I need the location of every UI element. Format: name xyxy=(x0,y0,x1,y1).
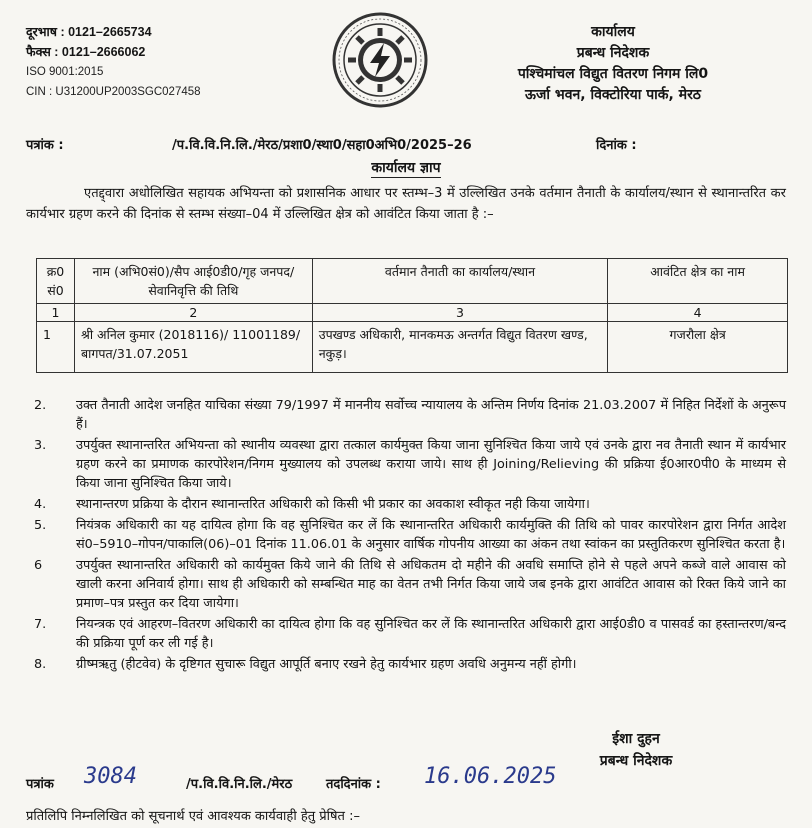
col-num-1: 1 xyxy=(37,304,75,322)
iso-certification: ISO 9001:2015 xyxy=(26,66,104,78)
instruction-list xyxy=(26,396,786,676)
table-row xyxy=(37,322,788,373)
footer-ref-suffix: /प.वि.वि.नि.लि./मेरठ xyxy=(186,777,293,792)
col-num-4: 4 xyxy=(608,304,788,322)
cell-area: गजरौला क्षेत्र xyxy=(608,322,788,373)
footer-reference xyxy=(26,764,786,800)
transfer-table xyxy=(36,258,788,373)
cell-posting: उपखण्ड अधिकारी, मानकमऊ अन्तर्गत विद्युत वितरण खण्ड, नकुड़। xyxy=(312,322,608,373)
contact-block xyxy=(26,22,201,102)
col-num-3: 3 xyxy=(312,304,608,322)
header-posting: वर्तमान तैनाती का कार्यालय/स्थान xyxy=(312,259,608,304)
phone-number: दूरभाष : 0121–2665734 xyxy=(26,25,152,39)
header-area: आवंटित क्षेत्र का नाम xyxy=(608,259,788,304)
list-item: 2. उक्त तैनाती आदेश जनहित याचिका संख्या 79/1997 में माननीय सर्वोच्च न्यायालय के अन्तिम निर्णय दिनांक 21.03.2007 में निहित निर्देशों के अनुरूप हैं। xyxy=(34,398,786,432)
list-item: 8. ग्रीष्मऋतु (हीटवेव) के दृष्टिगत सुचारू विद्युत आपूर्ति बनाए रखने हेतु कार्यभार ग्रहण अवधि अनुमन्य नहीं होगी। xyxy=(34,657,577,672)
ref-label: पत्रांक : xyxy=(26,138,64,153)
memo-title: कार्यालय ज्ञाप xyxy=(371,160,441,176)
column-number-row xyxy=(37,304,788,322)
fax-number: फैक्स : 0121–2666062 xyxy=(26,45,146,59)
copy-line: प्रतिलिपि निम्नलिखित को सूचनार्थ एवं आवश्यक कार्यवाही हेतु प्रेषित :– xyxy=(26,809,360,824)
signatory-designation: प्रबन्ध निदेशक xyxy=(599,753,673,769)
col-num-2: 2 xyxy=(74,304,312,322)
ref-date-label: दिनांक : xyxy=(596,138,637,153)
office-line-2: प्रबन्ध निदेशक xyxy=(576,45,650,61)
office-address xyxy=(483,22,743,106)
signatory-name: ईशा दुहन xyxy=(612,731,660,747)
footer-ref-number: 3084 xyxy=(84,764,137,789)
intro-paragraph: एतद्द्वारा अधोलिखित सहायक अभियन्ता को प्रशासनिक आधार पर स्तम्भ–3 में उल्लिखित उनके वर्तमान तैनाती के कार्यालय/स्थान से स्थानान्तरित कर कार्यभार ग्रहण करने की दिनांक से स्तम्भ संख्या–04 में उल्लिखित क्षेत्र को आवंटित किया जाता है :– xyxy=(26,186,786,222)
company-logo-seal xyxy=(330,10,430,110)
office-line-3: पश्चिमांचल विद्युत वितरण निगम लि0 xyxy=(517,66,709,82)
header-name: नाम (अभि0सं0)/सैप आई0डी0/गृह जनपद/सेवानिवृत्ति की तिथि xyxy=(74,259,312,304)
list-item: 7. नियन्त्रक एवं आहरण–वितरण अधिकारी का दायित्व होगा कि वह सुनिश्चित कर लें कि स्थानान्तरित अधिकारी द्वारा आई0डी0 व पासवर्ड का हस्तान्तरण/बन्द की प्रक्रिया पूर्ण कर ली गई है। xyxy=(34,617,786,651)
footer-date-label: तददिनांक : xyxy=(326,777,381,792)
signature-block xyxy=(556,728,716,772)
header-sno: क्र0 सं0 xyxy=(37,259,75,304)
office-line-1: कार्यालय xyxy=(591,24,635,40)
footer-ref-label: पत्रांक xyxy=(26,777,54,792)
cell-name: श्री अनिल कुमार (2018116)/ 11001189/बागपत/31.07.2051 xyxy=(74,322,312,373)
ref-number: /प.वि.वि.नि.लि./मेरठ/प्रशा0/स्था0/सहा0अभि0/2025–26 xyxy=(172,138,472,153)
office-line-4: ऊर्जा भवन, विक्टोरिया पार्क, मेरठ xyxy=(525,87,701,103)
table-header-row xyxy=(37,259,788,304)
footer-date-value: 16.06.2025 xyxy=(424,764,557,789)
list-item: 5. नियंत्रक अधिकारी का यह दायित्व होगा कि वह सुनिश्चित कर लें कि स्थानान्तरित अधिकारी कार्यमुक्ति की तिथि को पावर कारपोरेशन द्वारा निर्गत आदेश सं0–5910–गोपन/पाकालि(06)–01 दिनांक 11.06.01 के अनुसार वार्षिक गोपनीय आख्या का अंकन तथा स्वांकन का प्रस्तुतिकरण सुनिश्चित करता है। xyxy=(34,518,786,552)
cell-sno: 1 xyxy=(37,322,75,373)
list-item: 3. उपर्युक्त स्थानान्तरित अभियन्ता को स्थानीय व्यवस्था द्वारा तत्काल कार्यमुक्त किया जाना सुनिश्चित किया जाये एवं उनके द्वारा नव तैनाती स्थान में कार्यभार ग्रहण करने का प्रमाणक कारपोरेशन/निगम मुख्यालय को उपलब्ध कराया जाये। साथ ही Joining/Relieving की प्रक्रिया ई0आर0पी0 के माध्यम से किया जाना सुनिश्चित किया जाये। xyxy=(34,438,786,491)
list-item: 6 उपर्युक्त स्थानान्तरित अधिकारी को कार्यमुक्त किये जाने की तिथि से अधिकतम दो महीने की अवधि समाप्ति होने से पहले अपने कब्जे वाले आवास को खाली करना अनिवार्य होगा। साथ ही अधिकारी को सम्बन्धित माह का वेतन तभी निर्गत किया जाये जब इनके द्वारा आवंटित आवास को रिक्त किये जाने का प्रमाण–पत्र प्रस्तुत कर दिया जायेगा। xyxy=(34,558,786,611)
list-item: 4. स्थानान्तरण प्रक्रिया के दौरान स्थानान्तरित अधिकारी को किसी भी प्रकार का अवकाश स्वीकृत नही किया जायेगा। xyxy=(34,497,590,512)
cin-number: CIN : U31200UP2003SGC027458 xyxy=(26,86,201,98)
